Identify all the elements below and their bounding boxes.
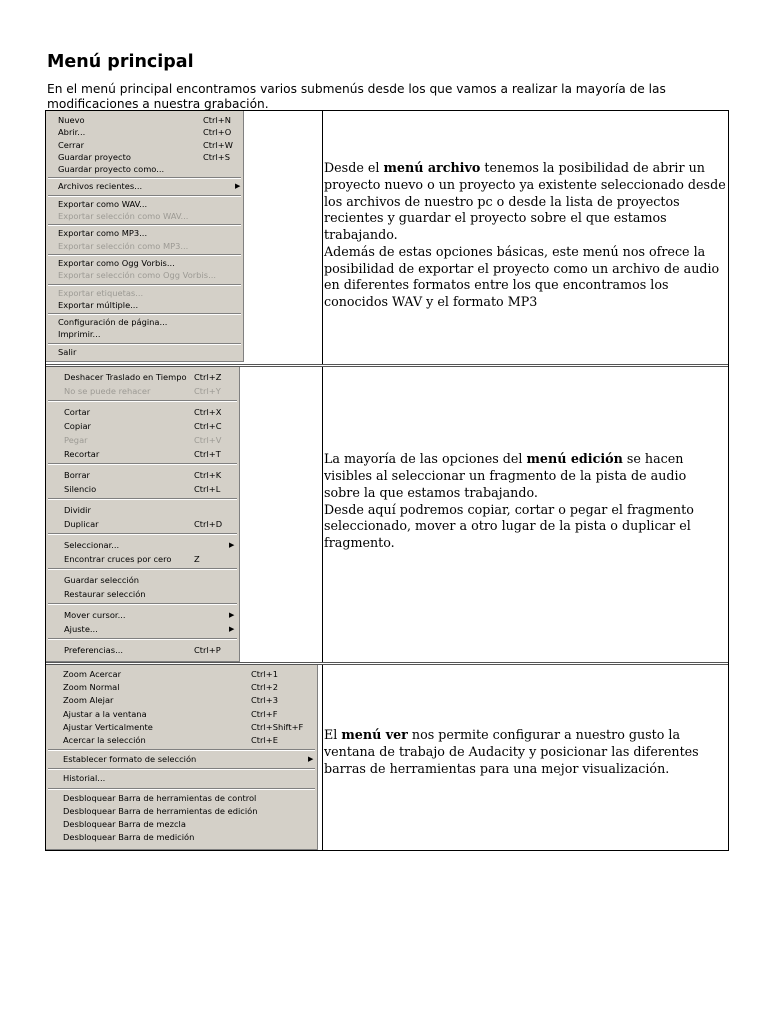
menu-item-shortcut: Ctrl+Z xyxy=(194,372,222,382)
menu-item-label: Seleccionar... xyxy=(64,540,120,550)
menu-item-shortcut: Ctrl+2 xyxy=(251,682,278,693)
edicion-menu xyxy=(46,367,240,662)
menu-item[interactable] xyxy=(46,517,239,531)
menu-item[interactable] xyxy=(46,668,317,681)
submenu-arrow-icon: ▶ xyxy=(308,755,314,764)
description-text: nos permite configurar a nuestro gusto la ventana de trabajo de Audacity y posicionar las diferentes barras de herramientas para una mejor visualización. xyxy=(324,727,699,776)
menu-item[interactable] xyxy=(46,772,317,785)
menu-item xyxy=(46,384,239,398)
menu-name-highlight: menú edición xyxy=(526,451,623,467)
menu-item[interactable] xyxy=(46,198,243,210)
menu-item-label: Exportar múltiple... xyxy=(58,299,139,310)
menu-item[interactable] xyxy=(46,114,243,126)
menu-item[interactable] xyxy=(46,482,239,496)
menu-item-shortcut: Ctrl+X xyxy=(194,407,222,417)
menu-item-shortcut: Ctrl+1 xyxy=(251,669,278,679)
menu-item-shortcut: Ctrl+E xyxy=(251,734,278,745)
menu-item-label: Mover cursor... xyxy=(64,610,126,620)
menu-item-label: Recortar xyxy=(64,449,100,459)
menu-item[interactable] xyxy=(46,831,317,844)
menu-item-label: Exportar selección como WAV... xyxy=(58,211,189,222)
submenu-arrow-icon: ▶ xyxy=(235,182,241,191)
page-title: Menú principal xyxy=(47,52,194,72)
menu-item[interactable] xyxy=(46,694,317,707)
menu-item-shortcut: Ctrl+D xyxy=(194,519,223,529)
menu-item-label: Dividir xyxy=(64,505,91,515)
menu-item-label: Exportar selección como MP3... xyxy=(58,240,189,251)
menu-item[interactable] xyxy=(46,573,239,587)
menu-item xyxy=(46,210,243,222)
menu-item-shortcut: Ctrl+Y xyxy=(194,386,221,396)
menu-item[interactable] xyxy=(46,734,317,747)
menu-name-highlight: menú ver xyxy=(341,727,408,743)
menu-item[interactable] xyxy=(46,552,239,566)
menu-item-label: Historial... xyxy=(63,773,106,784)
menu-item[interactable] xyxy=(46,180,243,192)
menu-item-label: No se puede rehacer xyxy=(64,386,151,396)
menu-item-label: Establecer formato de selección xyxy=(63,754,197,765)
menu-item-label: Zoom Alejar xyxy=(63,695,114,706)
menu-item[interactable] xyxy=(46,708,317,721)
menu-item[interactable] xyxy=(46,805,317,818)
intro-paragraph: En el menú principal encontramos varios submenús desde los que vamos a realizar la mayoría de las modificaciones a nuestra grabación. xyxy=(47,82,666,111)
ver-menu xyxy=(46,665,318,850)
menu-separator xyxy=(46,398,239,405)
menu-item-label: Ajustar Verticalmente xyxy=(63,721,153,732)
menu-item-label: Guardar proyecto como... xyxy=(58,164,165,175)
menu-item[interactable] xyxy=(46,328,243,340)
menu-item[interactable] xyxy=(46,643,239,657)
description-cell xyxy=(323,367,728,662)
menu-item-label: Abrir... xyxy=(58,127,86,138)
menu-item[interactable] xyxy=(46,126,243,138)
menu-item-label: Restaurar selección xyxy=(64,589,146,599)
menu-screenshot-cell xyxy=(46,367,323,662)
menu-item-shortcut: Ctrl+F xyxy=(251,708,278,719)
edicion-description xyxy=(324,451,726,551)
menu-item-label: Pegar xyxy=(64,435,88,445)
menu-item-label: Copiar xyxy=(64,421,91,431)
menu-separator xyxy=(46,531,239,538)
menu-separator xyxy=(46,601,239,608)
menu-item-shortcut: Ctrl+P xyxy=(194,645,221,655)
menu-item-label: Salir xyxy=(58,346,77,357)
menu-item-label: Preferencias... xyxy=(64,645,123,655)
menu-item[interactable] xyxy=(46,468,239,482)
menu-item-label: Desbloquear Barra de mezcla xyxy=(63,818,186,829)
description-text: El xyxy=(324,727,342,743)
menu-item[interactable] xyxy=(46,257,243,269)
menu-item-label: Duplicar xyxy=(64,519,99,529)
menu-item-label: Desbloquear Barra de herramientas de edición xyxy=(63,805,258,816)
row-edicion xyxy=(46,364,728,662)
menu-item-label: Desbloquear Barra de herramientas de control xyxy=(63,792,257,803)
menu-separator xyxy=(46,461,239,468)
menu-item-label: Silencio xyxy=(64,484,97,494)
description-cell xyxy=(323,111,728,364)
menu-item-label: Guardar selección xyxy=(64,575,140,585)
menu-item[interactable] xyxy=(46,299,243,311)
menu-item-label: Guardar proyecto xyxy=(58,151,131,162)
menu-item-label: Zoom Acercar xyxy=(63,669,122,679)
menu-item-shortcut: Ctrl+L xyxy=(194,484,221,494)
menu-item-shortcut: Ctrl+V xyxy=(194,435,222,445)
menu-item-label: Exportar como Ogg Vorbis... xyxy=(58,257,175,268)
menu-item-shortcut: Ctrl+T xyxy=(194,449,221,459)
menu-item xyxy=(46,433,239,447)
menu-item-label: Acercar la selección xyxy=(63,734,146,745)
menu-item[interactable] xyxy=(46,419,239,433)
menu-item[interactable] xyxy=(46,681,317,694)
menu-item-shortcut: Ctrl+S xyxy=(203,151,230,162)
menu-item-label: Configuración de página... xyxy=(58,317,168,328)
menu-item-label: Nuevo xyxy=(58,115,85,125)
menu-item[interactable] xyxy=(46,316,243,328)
menu-item[interactable] xyxy=(46,151,243,163)
menu-item[interactable] xyxy=(46,503,239,517)
menu-item-label: Zoom Normal xyxy=(63,682,120,693)
description-text: La mayoría de las opciones del xyxy=(324,451,527,467)
ver-description xyxy=(324,727,726,777)
menu-item[interactable] xyxy=(46,227,243,239)
menu-item-shortcut: Ctrl+O xyxy=(203,127,232,138)
menu-table xyxy=(45,110,729,851)
menu-item xyxy=(46,287,243,299)
menu-item-label: Desbloquear Barra de medición xyxy=(63,832,195,843)
menu-item-label: Cortar xyxy=(64,407,91,417)
menu-item[interactable] xyxy=(46,346,243,358)
menu-item-label: Cerrar xyxy=(58,139,85,150)
menu-item[interactable] xyxy=(46,447,239,461)
menu-separator xyxy=(46,636,239,643)
description-cell xyxy=(323,665,728,850)
menu-item-shortcut: Ctrl+K xyxy=(194,470,222,480)
menu-name-highlight: menú archivo xyxy=(383,160,481,176)
menu-item-shortcut: Ctrl+3 xyxy=(251,695,278,706)
menu-item-label: Imprimir... xyxy=(58,329,101,340)
menu-item[interactable] xyxy=(46,818,317,831)
menu-item[interactable] xyxy=(46,608,239,622)
menu-item-label: Deshacer Traslado en Tiempo xyxy=(64,372,187,382)
menu-item[interactable] xyxy=(46,163,243,175)
menu-item-label: Borrar xyxy=(64,470,90,480)
menu-item-shortcut: Ctrl+Shift+F xyxy=(251,721,304,732)
submenu-arrow-icon: ▶ xyxy=(229,625,235,633)
row-archivo xyxy=(46,111,728,364)
menu-item-label: Exportar como MP3... xyxy=(58,228,148,239)
description-text: se hacen visibles al seleccionar un fragmento de la pista de audio sobre la que estamos trabajando. Desde aquí podremos copiar, cortar o pegar el fragmento seleccionado, mover a otro lugar de la pista o duplicar el fragmento. xyxy=(324,451,694,550)
menu-item[interactable] xyxy=(46,538,239,552)
menu-item[interactable] xyxy=(46,753,317,766)
menu-separator xyxy=(46,496,239,503)
menu-screenshot-cell xyxy=(46,111,323,364)
menu-separator xyxy=(46,566,239,573)
menu-item-label: Archivos recientes... xyxy=(58,181,143,192)
menu-item-shortcut: Ctrl+W xyxy=(203,139,233,150)
description-text: tenemos la posibilidad de abrir un proyecto nuevo o un proyecto ya existente seleccionado desde los archivos de nuestro pc o desde la lista de proyectos recientes y guardar el proyecto sobre el que estamos trabajando. Además de estas opciones básicas, este menú nos ofrece la posibilidad de exportar el proyecto como un archivo de audio en diferentes formatos entre los que encontramos los conocidos WAV y el formato MP3 xyxy=(324,160,726,309)
menu-item[interactable] xyxy=(46,721,317,734)
menu-item[interactable] xyxy=(46,587,239,601)
description-text: Desde el xyxy=(324,160,384,176)
menu-item-label: Exportar como WAV... xyxy=(58,198,148,209)
submenu-arrow-icon: ▶ xyxy=(229,541,235,549)
menu-item[interactable] xyxy=(46,405,239,419)
menu-item-label: Exportar selección como Ogg Vorbis... xyxy=(58,270,216,281)
archivo-description xyxy=(324,160,726,310)
menu-item[interactable] xyxy=(46,622,239,636)
row-ver xyxy=(46,662,728,850)
submenu-arrow-icon: ▶ xyxy=(229,611,235,619)
menu-item[interactable] xyxy=(46,139,243,151)
menu-item-shortcut: Ctrl+C xyxy=(194,421,222,431)
menu-item-label: Ajuste... xyxy=(64,624,98,634)
menu-item xyxy=(46,269,243,281)
menu-item[interactable] xyxy=(46,370,239,384)
menu-item-label: Exportar etiquetas... xyxy=(58,287,144,298)
menu-item-label: Ajustar a la ventana xyxy=(63,708,147,719)
menu-item-label: Encontrar cruces por cero xyxy=(64,554,172,564)
menu-screenshot-cell xyxy=(46,665,323,850)
menu-item xyxy=(46,240,243,252)
menu-item-shortcut: Z xyxy=(194,554,200,564)
archivo-menu xyxy=(46,111,244,362)
menu-item-shortcut: Ctrl+N xyxy=(203,115,231,125)
menu-item[interactable] xyxy=(46,792,317,805)
